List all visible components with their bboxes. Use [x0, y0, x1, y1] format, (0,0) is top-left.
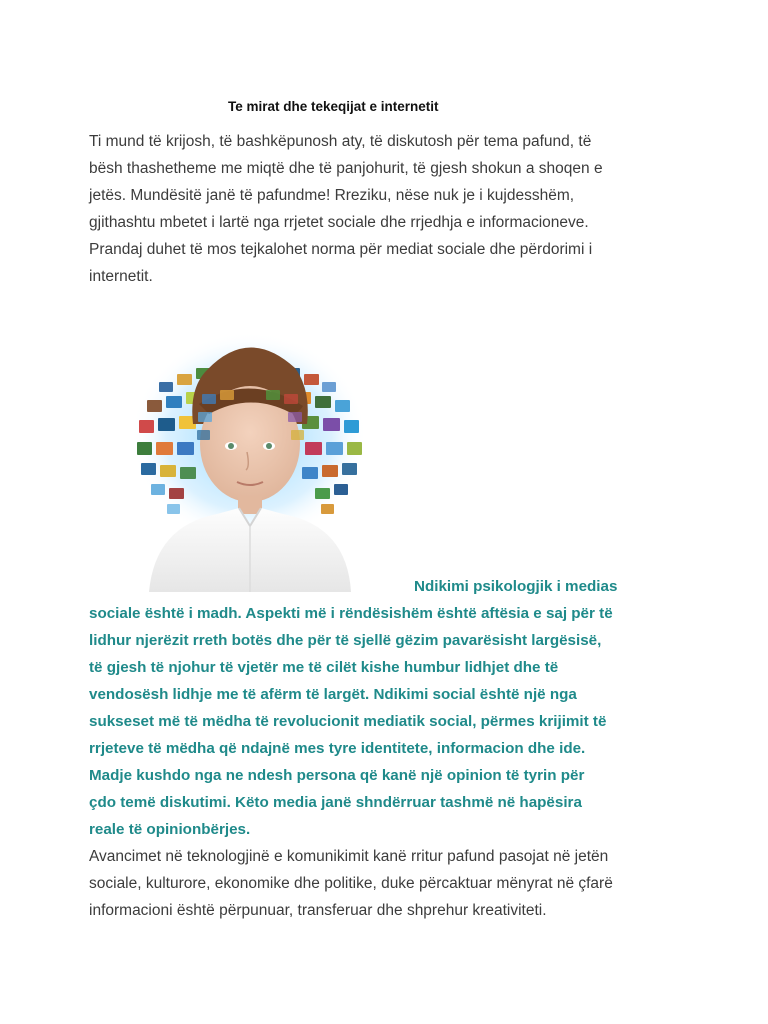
paragraph-line: vendosësh lidhje me të afërm të largët. Ndikimi social është një nga	[89, 686, 577, 703]
paragraph-line: të gjesh të njohur të vjetër me të cilët kishe humbur lidhjet dhe të	[89, 659, 559, 676]
paragraph-highlight	[89, 573, 689, 843]
paragraph-line: sociale është i madh. Aspekti më i rëndësishëm është aftësia e saj për të	[89, 605, 613, 622]
paragraph-line: informacioni është përpunuar, transferuar dhe shprehur kreativiteti.	[89, 902, 547, 919]
paragraph-line: Madje kushdo nga ne ndesh persona që kanë një opinion të tyrin për	[89, 767, 585, 784]
paragraph-line: Prandaj duhet të mos tejkalohet norma për mediat sociale dhe përdorimi i	[89, 241, 593, 258]
paragraph-line: sukseset më të mëdha të revolucionit mediatik social, përmes krijimit të	[89, 713, 607, 730]
paragraph-line: reale të opinionbërjes.	[89, 821, 251, 838]
paragraph-line: çdo temë diskutimi. Këto media janë shndërruar tashmë në hapësira	[89, 794, 582, 811]
paragraph-line: bësh thashetheme me miqtë dhe të panjohurit, të gjesh shokun a shoqen e	[89, 160, 603, 177]
paragraph-line: Ndikimi psikologjik i medias	[414, 578, 618, 595]
paragraph-closing	[89, 843, 689, 924]
paragraph-line: gjithashtu mbetet i lartë nga rrjetet sociale dhe rrjedhja e informacioneve.	[89, 214, 589, 231]
paragraph-intro	[89, 128, 689, 290]
child-media-sphere-photo	[89, 312, 414, 592]
paragraph-line: rrjeteve të mëdha që ndajnë mes tyre identitete, informacion dhe ide.	[89, 740, 586, 757]
document-title: Te mirat dhe tekeqijat e internetit	[228, 99, 439, 114]
paragraph-line: Avancimet në teknologjinë e komunikimit kanë rritur pafund pasojat në jetën	[89, 848, 609, 865]
paragraph-line: sociale, kulturore, ekonomike dhe politike, duke përcaktuar mënyrat në çfarë	[89, 875, 613, 892]
paragraph-line: jetës. Mundësitë janë të pafundme! Rreziku, nëse nuk je i kujdesshëm,	[89, 187, 575, 204]
paragraph-line: lidhur njerëzit rreth botës dhe për të sjellë gëzim pavarësisht largësisë,	[89, 632, 602, 649]
paragraph-line: Ti mund të krijosh, të bashkëpunosh aty, të diskutosh për tema pafund, të	[89, 133, 592, 150]
paragraph-line: internetit.	[89, 268, 153, 285]
